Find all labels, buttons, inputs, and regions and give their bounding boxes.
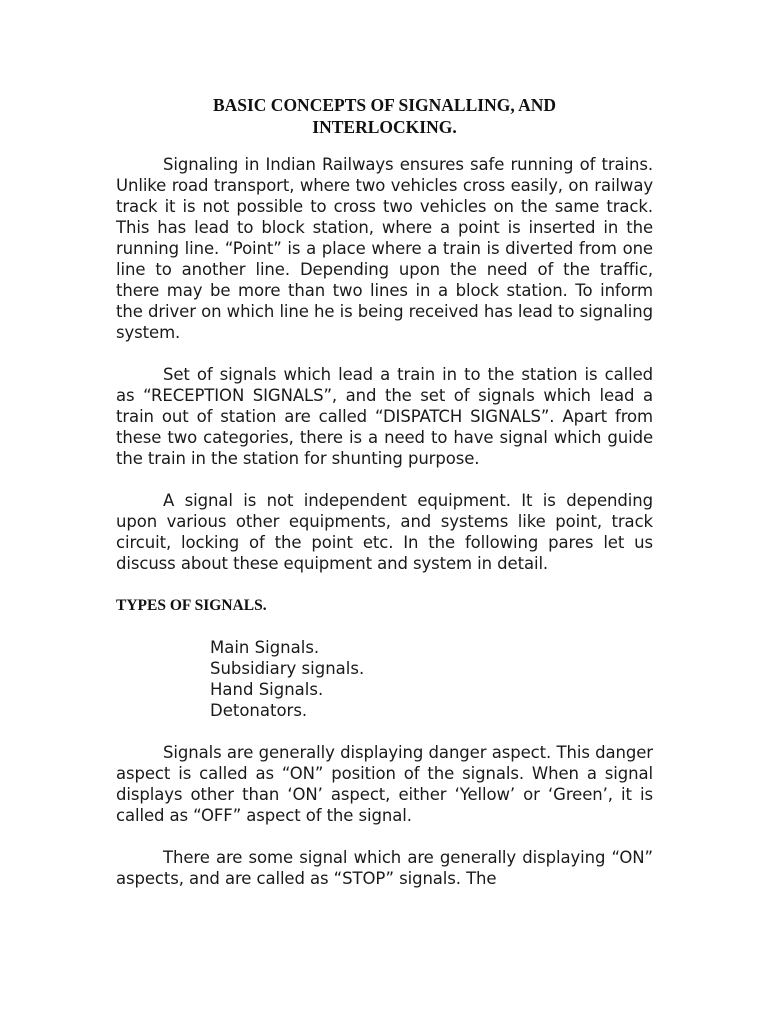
paragraph-4: Signals are generally displaying danger aspect. This danger aspect is called as “ON” position of the signals. When a signal displays other than ‘ON’ aspect, either ‘Yellow’ or ‘Green’, it is called as “OFF” aspect of the signal.	[116, 743, 653, 825]
paragraph-3: A signal is not independent equipment. It is depending upon various other equipments, and systems like point, track circuit, locking of the point etc. In the following pares let us discuss about these equipment and system in detail.	[116, 491, 653, 573]
paragraph-1: Signaling in Indian Railways ensures safe running of trains. Unlike road transport, where two vehicles cross easily, on railway track it is not possible to cross two vehicles on the same track. This has lead to block station, where a point is inserted in the running line. “Point” is a place where a train is diverted from one line to another line. Depending upon the need of the traffic, there may be more than two lines in a block station. To inform the driver on which line he is being received has lead to signaling system.	[116, 155, 653, 342]
section-heading: TYPES OF SIGNALS.	[116, 597, 267, 614]
title-line-2: INTERLOCKING.	[312, 117, 457, 137]
document-body	[116, 94, 653, 889]
list-item: Hand Signals.	[210, 680, 324, 699]
list-item: Detonators.	[210, 701, 308, 720]
signal-types-list	[116, 637, 653, 721]
paragraph-2: Set of signals which lead a train in to the station is called as “RECEPTION SIGNALS”, and the set of signals which lead a train out of station are called “DISPATCH SIGNALS”. Apart from these two categories, there is a need to have signal which guide the train in the station for shunting purpose.	[116, 365, 653, 468]
paragraph-5: There are some signal which are generally displaying “ON” aspects, and are called as “STOP” signals. The	[116, 848, 653, 888]
title-line-1: BASIC CONCEPTS OF SIGNALLING, AND	[212, 95, 557, 115]
list-item: Subsidiary signals.	[210, 659, 365, 678]
list-item: Main Signals.	[210, 638, 320, 657]
document-title	[116, 94, 653, 138]
